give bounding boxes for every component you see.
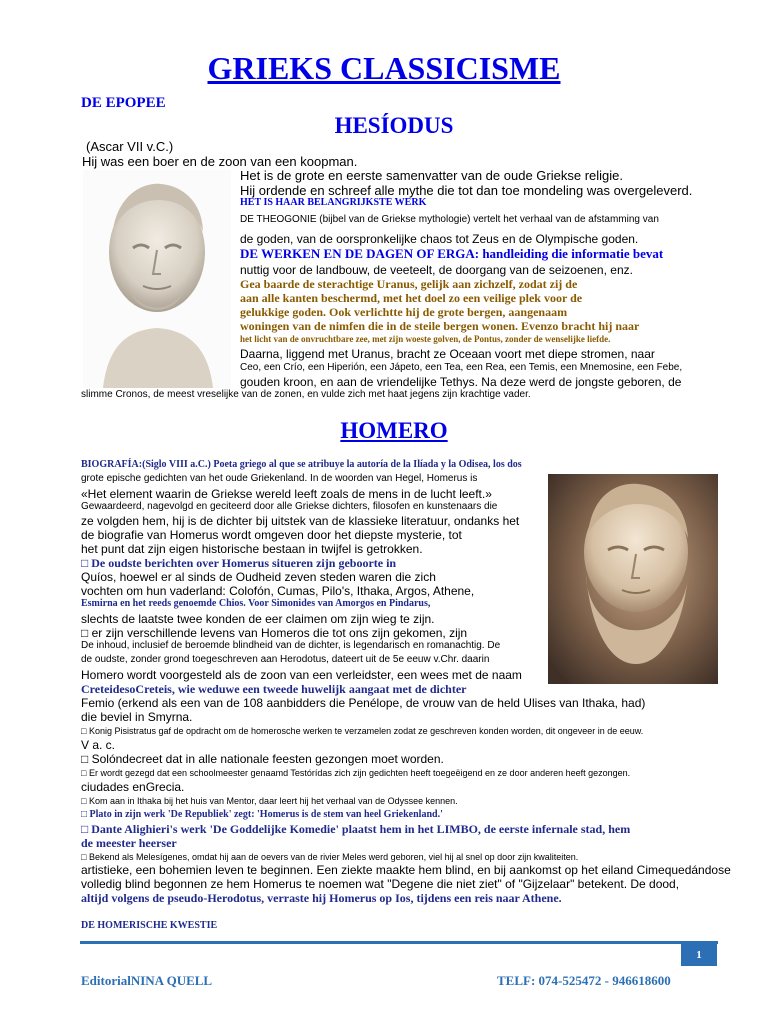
bullet-icon: □ <box>81 768 87 778</box>
hesiodus-line: nuttig voor de landbouw, de veeteelt, de doorgang van de seizoenen, enz. <box>240 263 633 277</box>
homero-line: Homero wordt voorgesteld als de zoon van een verleidster, een wees met de naam <box>81 668 522 682</box>
hesiodus-bust-image <box>83 170 231 388</box>
bullet-icon: □ <box>81 556 89 570</box>
bullet-icon: □ <box>81 809 88 820</box>
homero-bullet-item <box>81 852 578 862</box>
bullet-icon: □ <box>81 626 89 640</box>
homero-line: vochten om hun vaderland: Colofón, Cumas, Pilo's, Ithaka, Argos, Athene, <box>81 584 475 598</box>
hesiodus-quote: aan alle kanten beschermd, met het doel zo een veilige plek voor de <box>240 291 583 305</box>
footer-rule <box>80 941 718 944</box>
homero-bullet-item <box>81 822 630 837</box>
hesiodus-line: gouden kroon, en aan de vriendelijke Tethys. Na deze werd de jongste geboren, de <box>240 375 682 389</box>
hesiodus-quote: gelukkige goden. Ook verlichtte hij de grote bergen, aangenaam <box>240 305 568 319</box>
hesiodus-date: (Ascar VII v.C.) <box>86 139 174 154</box>
hesiodus-subheading: DE WERKEN EN DE DAGEN OF ERGA: handleiding die informatie bevat <box>240 246 664 261</box>
bullet-icon: □ <box>81 796 87 806</box>
homero-line: Bekend als Melesígenes, omdat hij aan de oevers van de rivier Meles werd geboren, viel hij al snel op door zijn kwaliteiten. <box>88 852 579 862</box>
hesiodus-line: de goden, van de oorspronkelijke chaos tot Zeus en de Olympische goden. <box>240 232 639 246</box>
homer-bust-image <box>548 474 718 684</box>
homero-line: CreteidesoCreteis, wie weduwe een tweede huwelijk aangaat met de dichter <box>81 682 467 696</box>
homero-line: Solóndecreet dat in alle nationale feesten gezongen moet worden. <box>91 752 444 766</box>
homero-line: Dante Alighieri's werk 'De Goddelijke Komedie' plaatst hem in het LIMBO, de eerste infernale stad, hem <box>91 822 631 836</box>
homero-line: de oudste, zonder grond toegeschreven aan Herodotus, dateert uit de 5e eeuw v.Chr. daarin <box>81 654 490 665</box>
hesiodus-quote: het licht van de onvruchtbare zee, met zijn woeste golven, de Pontus, zonder de wenselijke liefde. <box>240 334 611 344</box>
hesiodus-heading: HESÍODUS <box>334 113 454 138</box>
homero-line: altijd volgens de pseudo-Herodotus, verraste hij Homerus op Ios, tijdens een reis naar Athene. <box>81 891 562 905</box>
hesiodus-quote: Gea baarde de sterachtige Uranus, gelijk aan zichzelf, zodat zij de <box>240 277 578 291</box>
homero-line: Er wordt gezegd dat een schoolmeester genaamd Testórídas zich zijn gedichten heeft toegeëigend en ze door anderen heeft gezongen. <box>88 768 631 778</box>
hesiodus-line: DE THEOGONIE (bijbel van de Griekse mythologie) vertelt het verhaal van de afstamming van <box>240 214 659 225</box>
homero-bullet-item <box>81 768 630 778</box>
bullet-icon: □ <box>81 752 89 766</box>
hesiodus-line: slimme Cronos, de meest vreselijke van de zonen, en vulde zich met haat jegens zijn krachtige vader. <box>81 389 531 400</box>
homero-line: Plato in zijn werk 'De Republiek' zegt: 'Homerus is de stem van heel Griekenland.' <box>89 809 443 820</box>
homero-line: De inhoud, inclusief de beroemde blindheid van de dichter, is legendarisch en romanachtig. De <box>81 640 501 651</box>
homero-line: volledig blind begonnen ze hem Homerus te noemen wat "Degene die niet ziet" of "Gijzelaar" betekent. De dood, <box>81 877 680 891</box>
homero-line: het punt dat zijn eigen historische bestaan in twijfel is getrokken. <box>81 542 423 556</box>
footer-publisher: EditorialNINA QUELL <box>81 973 213 988</box>
homero-line: de meester heerser <box>81 836 177 850</box>
homero-line: die beviel in Smyrna. <box>81 710 193 724</box>
homero-bullet-item <box>81 809 443 820</box>
homero-bullet-item <box>81 626 467 640</box>
homero-line: Kom aan in Ithaka bij het huis van Mentor, daar leert hij het verhaal van de Odyssee kennen. <box>88 796 458 806</box>
homero-line: Esmirna en het reeds genoemde Chios. Voor Simonides van Amorgos en Pindarus, <box>81 598 431 609</box>
homero-heading: HOMERO <box>340 418 448 443</box>
page-title: GRIEKS CLASSICISME <box>207 50 561 86</box>
hesiodus-line: Hij was een boer en de zoon van een koopman. <box>82 154 358 169</box>
homero-line: er zijn verschillende levens van Homeros die tot ons zijn gekomen, zijn <box>91 626 468 640</box>
homero-bullet-item <box>81 752 444 766</box>
homero-line: Gewaardeerd, nagevolgd en geciteerd door alle Griekse dichters, filosofen en kunstenaars die <box>81 501 498 512</box>
homero-line: Femio (erkend als een van de 108 aanbidders die Penélope, de vrouw van de held Ulises van Ithaka, had) <box>81 696 646 710</box>
bullet-icon: □ <box>81 822 89 836</box>
hesiodus-line: Ceo, een Crío, een Hiperión, een Jápeto, een Tea, een Rea, een Temis, een Mnemosine, een Febe, <box>240 362 683 373</box>
hesiodus-quote: woningen van de nimfen die in de steile bergen wonen. Evenzo bracht hij naar <box>240 319 640 333</box>
homero-bullet-item <box>81 556 396 571</box>
hesiodus-line: Daarna, liggend met Uranus, bracht ze Oceaan voort met diepe stromen, naar <box>240 347 655 361</box>
homero-line: ze volgden hem, hij is de dichter bij uitstek van de klassieke literatuur, ondanks het <box>81 514 520 528</box>
homero-line: De oudste berichten over Homerus situeren zijn geboorte in <box>91 556 397 570</box>
homero-bullet-item <box>81 726 643 736</box>
hesiodus-line: Hij ordende en schreef alle mythe die tot dan toe mondeling was overgeleverd. <box>240 183 693 198</box>
homero-biography-intro: BIOGRAFÍA:(Siglo VIII a.C.) Poeta griego al que se atribuye la autoría de la Ilíada y la Odisea, los dos <box>81 459 522 470</box>
homero-line: de biografie van Homerus wordt omgeven door het diepste mysterie, tot <box>81 528 462 542</box>
footer-phone: TELF: 074-525472 - 946618600 <box>497 973 671 988</box>
homero-line: Quíos, hoewel er al sinds de Oudheid zeven steden waren die zich <box>81 570 436 584</box>
bullet-icon: □ <box>81 852 87 862</box>
hesiodus-line: Het is de grote en eerste samenvatter van de oude Griekse religie. <box>240 168 623 183</box>
homero-line: artistieke, een bohemien leven te beginnen. Een ziekte maakte hem blind, en bij aankomst op het eiland Cimequedándose <box>81 863 731 877</box>
section-label-epopee: DE EPOPEE <box>81 95 166 111</box>
homero-line: Konig Pisistratus gaf de opdracht om de homerosche werken te verzamelen zodat ze geschreven konden worden, dit ongeveer in de eeuw. <box>88 726 644 736</box>
section-label-kwestie: DE HOMERISCHE KWESTIE <box>81 920 218 931</box>
homero-line: slechts de laatste twee konden de eer claimen om zijn wieg te zijn. <box>81 612 435 626</box>
bullet-icon: □ <box>81 726 87 736</box>
page-number: 1 <box>681 944 717 966</box>
homero-line: V a. c. <box>81 738 116 752</box>
homero-line: ciudades enGrecia. <box>81 780 185 794</box>
homero-line: grote epische gedichten van het oude Griekenland. In de woorden van Hegel, Homerus is <box>81 473 478 484</box>
hesiodus-subheading: HET IS HAAR BELANGRIJKSTE WERK <box>240 197 427 208</box>
homero-bullet-item <box>81 796 458 806</box>
homero-hegel-quote: «Het element waarin de Griekse wereld leeft zoals de mens in de lucht leeft.» <box>81 487 492 501</box>
